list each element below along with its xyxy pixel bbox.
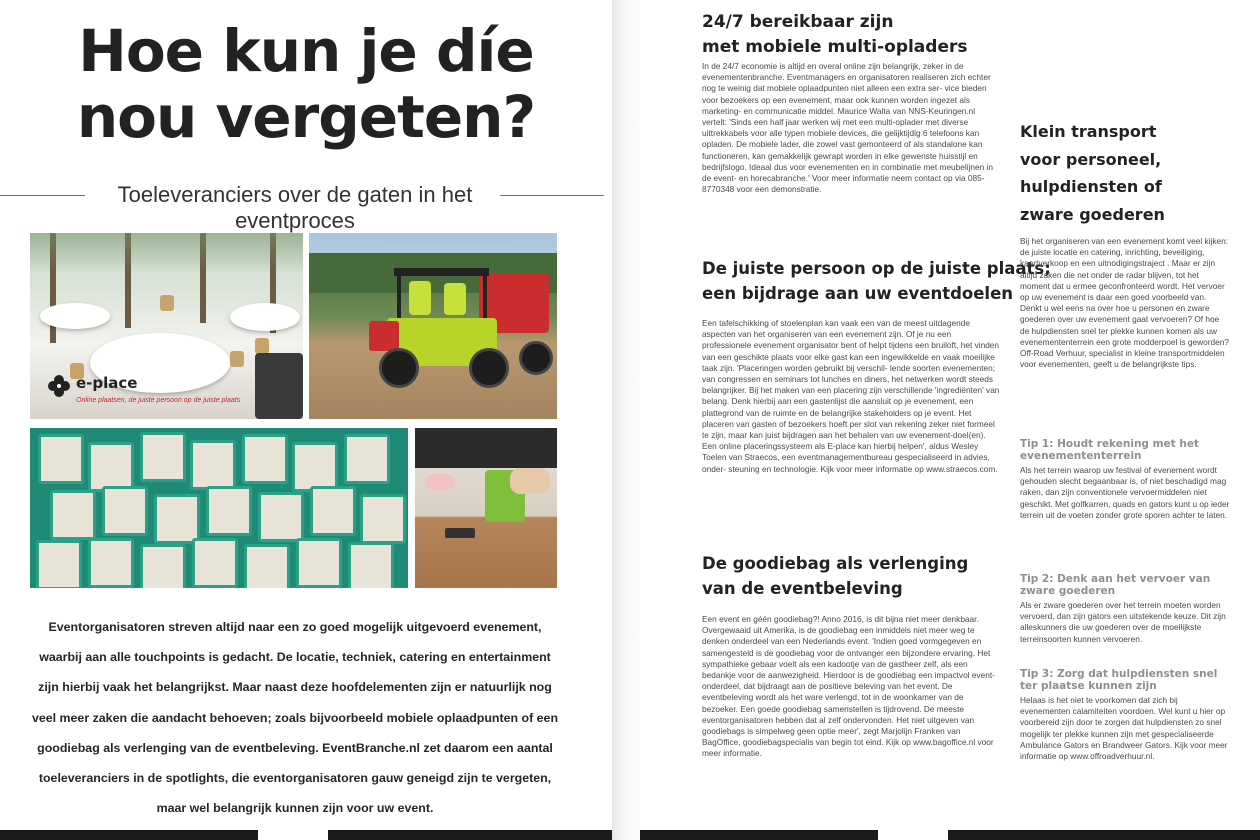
eplace-tagline: Online plaatsen, de juiste persoon op de juiste plaats <box>76 397 241 404</box>
section-chargers-body: In de 24/7 economie is altijd en overal online zijn belangrijk, zeker in de evenementenbranche. Eventmanagers en organisatoren realiseren zich echter nog te weinig dat mobiele oplaadpunten niet alleen een extra ser- vice bieden voor bezoekers op een evenement, maar ook kunnen worden ingezet als marketing- en communicatie middel. Maurice Walta van NNS-Keuringen.nl vertelt: 'Sinds een half jaar werken wij met een multi-oplader met diverse uittrekkabels voor alle typen mobiele devices, die gelijktijdig 6 telefoons kan opladen. De mobiele lader, die zowel vast gemonteerd of als standalone kan functioneren, kan gemakkelijk gewrapt worden in elke gewenste huisstijl en bedrijfslogo. Ideaal dus voor evenementen en in combinatie met meubelijnen in de event- en horecabranche.' Voor meer informatie neem contact op via 085-8770348 voor een demonstratie. <box>702 61 994 195</box>
subtitle-rule-left <box>0 195 85 196</box>
tip-1-body: Als het terrein waarop uw festival of evenement wordt gehouden slecht begaanbaar is, of niet beschadigd mag raken, dan zijn conventionele vervoermiddelen niet geschikt. Met golfkarren, quads en gators kunt u op ieder terrein uit de voeten zonder grote sporen achter te laten. <box>1020 465 1230 520</box>
subtitle-rule-right <box>500 195 604 196</box>
section-goodiebag-body: Een event en géén goodiebag?! Anno 2016, is dit bijna niet meer denkbaar. Overgewaaid uit Amerika, is de goodiebag een inmiddels niet meer weg te denken onderdeel van een Nederlands event. 'Indien goed vormgegeven en samengesteld is de goodiebag voor de ontvanger een bijzondere ervaring. Het sympathieke gebaar voelt als een kadootje van de gastheer zelf, als een bedankje voor de aanwezigheid. Hierdoor is de goodiebag een impactvol event-onderdeel, dat bijdraagt aan de positieve beleving van het event. De eventbeleving wordt als het ware verlengd, tot in de woonkamer van de bezoeker. Een goede goodiebag samenstellen is tijdrovend. De meeste eventorganisatoren hebben dat al zelf ondervonden. Het niet uitgeven van goodiebags is simpelweg geen optie meer', zegt Marjolijn Franken van BagOffice, goodiebagspecialis van begin tot eind. Kijk op www.bagoffice.nl voor meer informatie. <box>702 614 995 759</box>
page-gutter <box>612 0 640 840</box>
section-chargers-title: 24/7 bereikbaar zijn met mobiele multi-opladers <box>702 12 968 57</box>
section-placement-title: De juiste persoon op de juiste plaats; een bijdrage aan uw eventdoelen <box>702 259 1051 303</box>
eplace-name: e-place <box>76 374 138 392</box>
photo-goodiebags <box>30 428 408 588</box>
footer-bar-right-2 <box>948 830 1260 840</box>
section-transport-body: Bij het organiseren van een evenement komt veel kijken: de juiste locatie en catering, inrichting, beveiliging, kaartverkoop en een uitnodigingstraject . Maar er zijn altijd zaken die net onder de radar blijven, tot het moment dat u ermee geconfronteerd wordt. Het vervoer op uw evenement is daar een goed voorbeeld van. Denkt u wel eens na over hoe u personen en zware goederen over uw evenement gaat vervoeren? Of hoe de hulpdiensten snel ter plekke kunnen komen als uw evenemententerrein een grote modderpoel is geworden? Off-Road Verhuur, specialist in kleine transportmiddelen voor evenementen, geeft u de belangrijkste tips. <box>1020 236 1229 370</box>
headline-line-1: Hoe kun je díe <box>78 17 534 85</box>
tip-1-title: Tip 1: Houdt rekening met het evenemententerrein <box>1020 438 1199 462</box>
eplace-logo-icon <box>46 373 72 399</box>
tip-3-title: Tip 3: Zorg dat hulpdiensten snel ter plaatse kunnen zijn <box>1020 668 1218 692</box>
footer-bar-right <box>640 830 878 840</box>
photo-charger-table <box>415 428 557 588</box>
headline-line-2: nou vergeten? <box>76 83 536 151</box>
headline <box>0 18 612 150</box>
photo-gator-vehicles <box>309 233 557 419</box>
section-placement-body: Een tafelschikking of stoelenplan kan vaak een van de meest uitdagende aspecten van het organiseren van een evenement zijn. Of je nu een professionele evenement organisator bent of helpt tijdens een bruiloft, het vinden van een geschikte plaats voor elke gast kan een ingewikkelde en vaak moeilijke taak zijn. 'Placeringen worden gebruikt bij verschil- lende soorten evenementen; van congressen en seminars tot lunches en diners, het netwerken wordt steeds belangrijker. Bij het maken van een placering zijn verschillende 'ingrediënten' van belang. Denk hierbij aan een gastenlijst die aansluit op je evenement, een plattegrond van de ruimte en de belangrijke stakeholders op je event. Het placeren van gasten of bezoekers hoeft per slot van rekening zeker niet formeel te zijn, maar kan juist bijdragen aan het behalen van uw evenement-doel(en). Een online placeringssysteem als E-place kan hierbij helpen', aldus Wesley Toelen van Straecos, een eventmanagementbureau gespecialiseerd in advies, onder- steuning en technologie. Kijk voor meer informatie op www.straecos.com. <box>702 318 1000 474</box>
footer-bar-left <box>0 830 258 840</box>
subtitle-row <box>0 180 612 233</box>
tip-3-body: Helaas is het niet te voorkomen dat zich bij evenementen calamiteiten voordoen. Wel kunt u hier op voorbereid zijn door te zorgen dat hulpdiensten zo snel mogelijk ter plekke kunnen zijn met gespecialiseerde Ambulance Gators en Brandweer Gators. Kijk voor meer informatie op www.offroadverhuur.nl. <box>1020 695 1228 762</box>
footer-bar-left-2 <box>328 830 612 840</box>
tip-2-title: Tip 2: Denk aan het vervoer van zware goederen <box>1020 573 1211 597</box>
tip-2-body: Als er zware goederen over het terrein moeten worden vervoerd, dan zijn gators een uitstekende keuze. Dit zijn alleskunners die uw goederen over de moeilijkste terreinsoorten kunnen vervoeren. <box>1020 600 1226 644</box>
section-goodiebag-title: De goodiebag als verlenging van de eventbeleving <box>702 554 969 598</box>
eplace-logo-block <box>46 370 266 410</box>
left-page <box>0 0 612 840</box>
subtitle: Toeleveranciers over de gaten in het eventproces <box>117 182 473 233</box>
section-transport-title: Klein transport voor personeel, hulpdiensten of zware goederen <box>1020 122 1165 224</box>
intro-text: Eventorganisatoren streven altijd naar een zo goed mogelijk uitgevoerd evenement, waarbij aan alle touchpoints is gedacht. De locatie, techniek, catering en entertainment zijn hierbij vaak het belangrijkst. Maar naast deze hoofdelementen zijn er natuurlijk nog veel meer zaken die aandacht behoeven; zoals bijvoorbeeld mobiele oplaadpunten of een goodiebag als verlenging van de eventbeleving. EventBranche.nl zet daarom een aantal toeleveranciers in de spotlights, die eventorganisatoren gauw geneigd zijn te vergeten, maar wel belangrijk kunnen zijn voor uw event. <box>31 620 559 816</box>
